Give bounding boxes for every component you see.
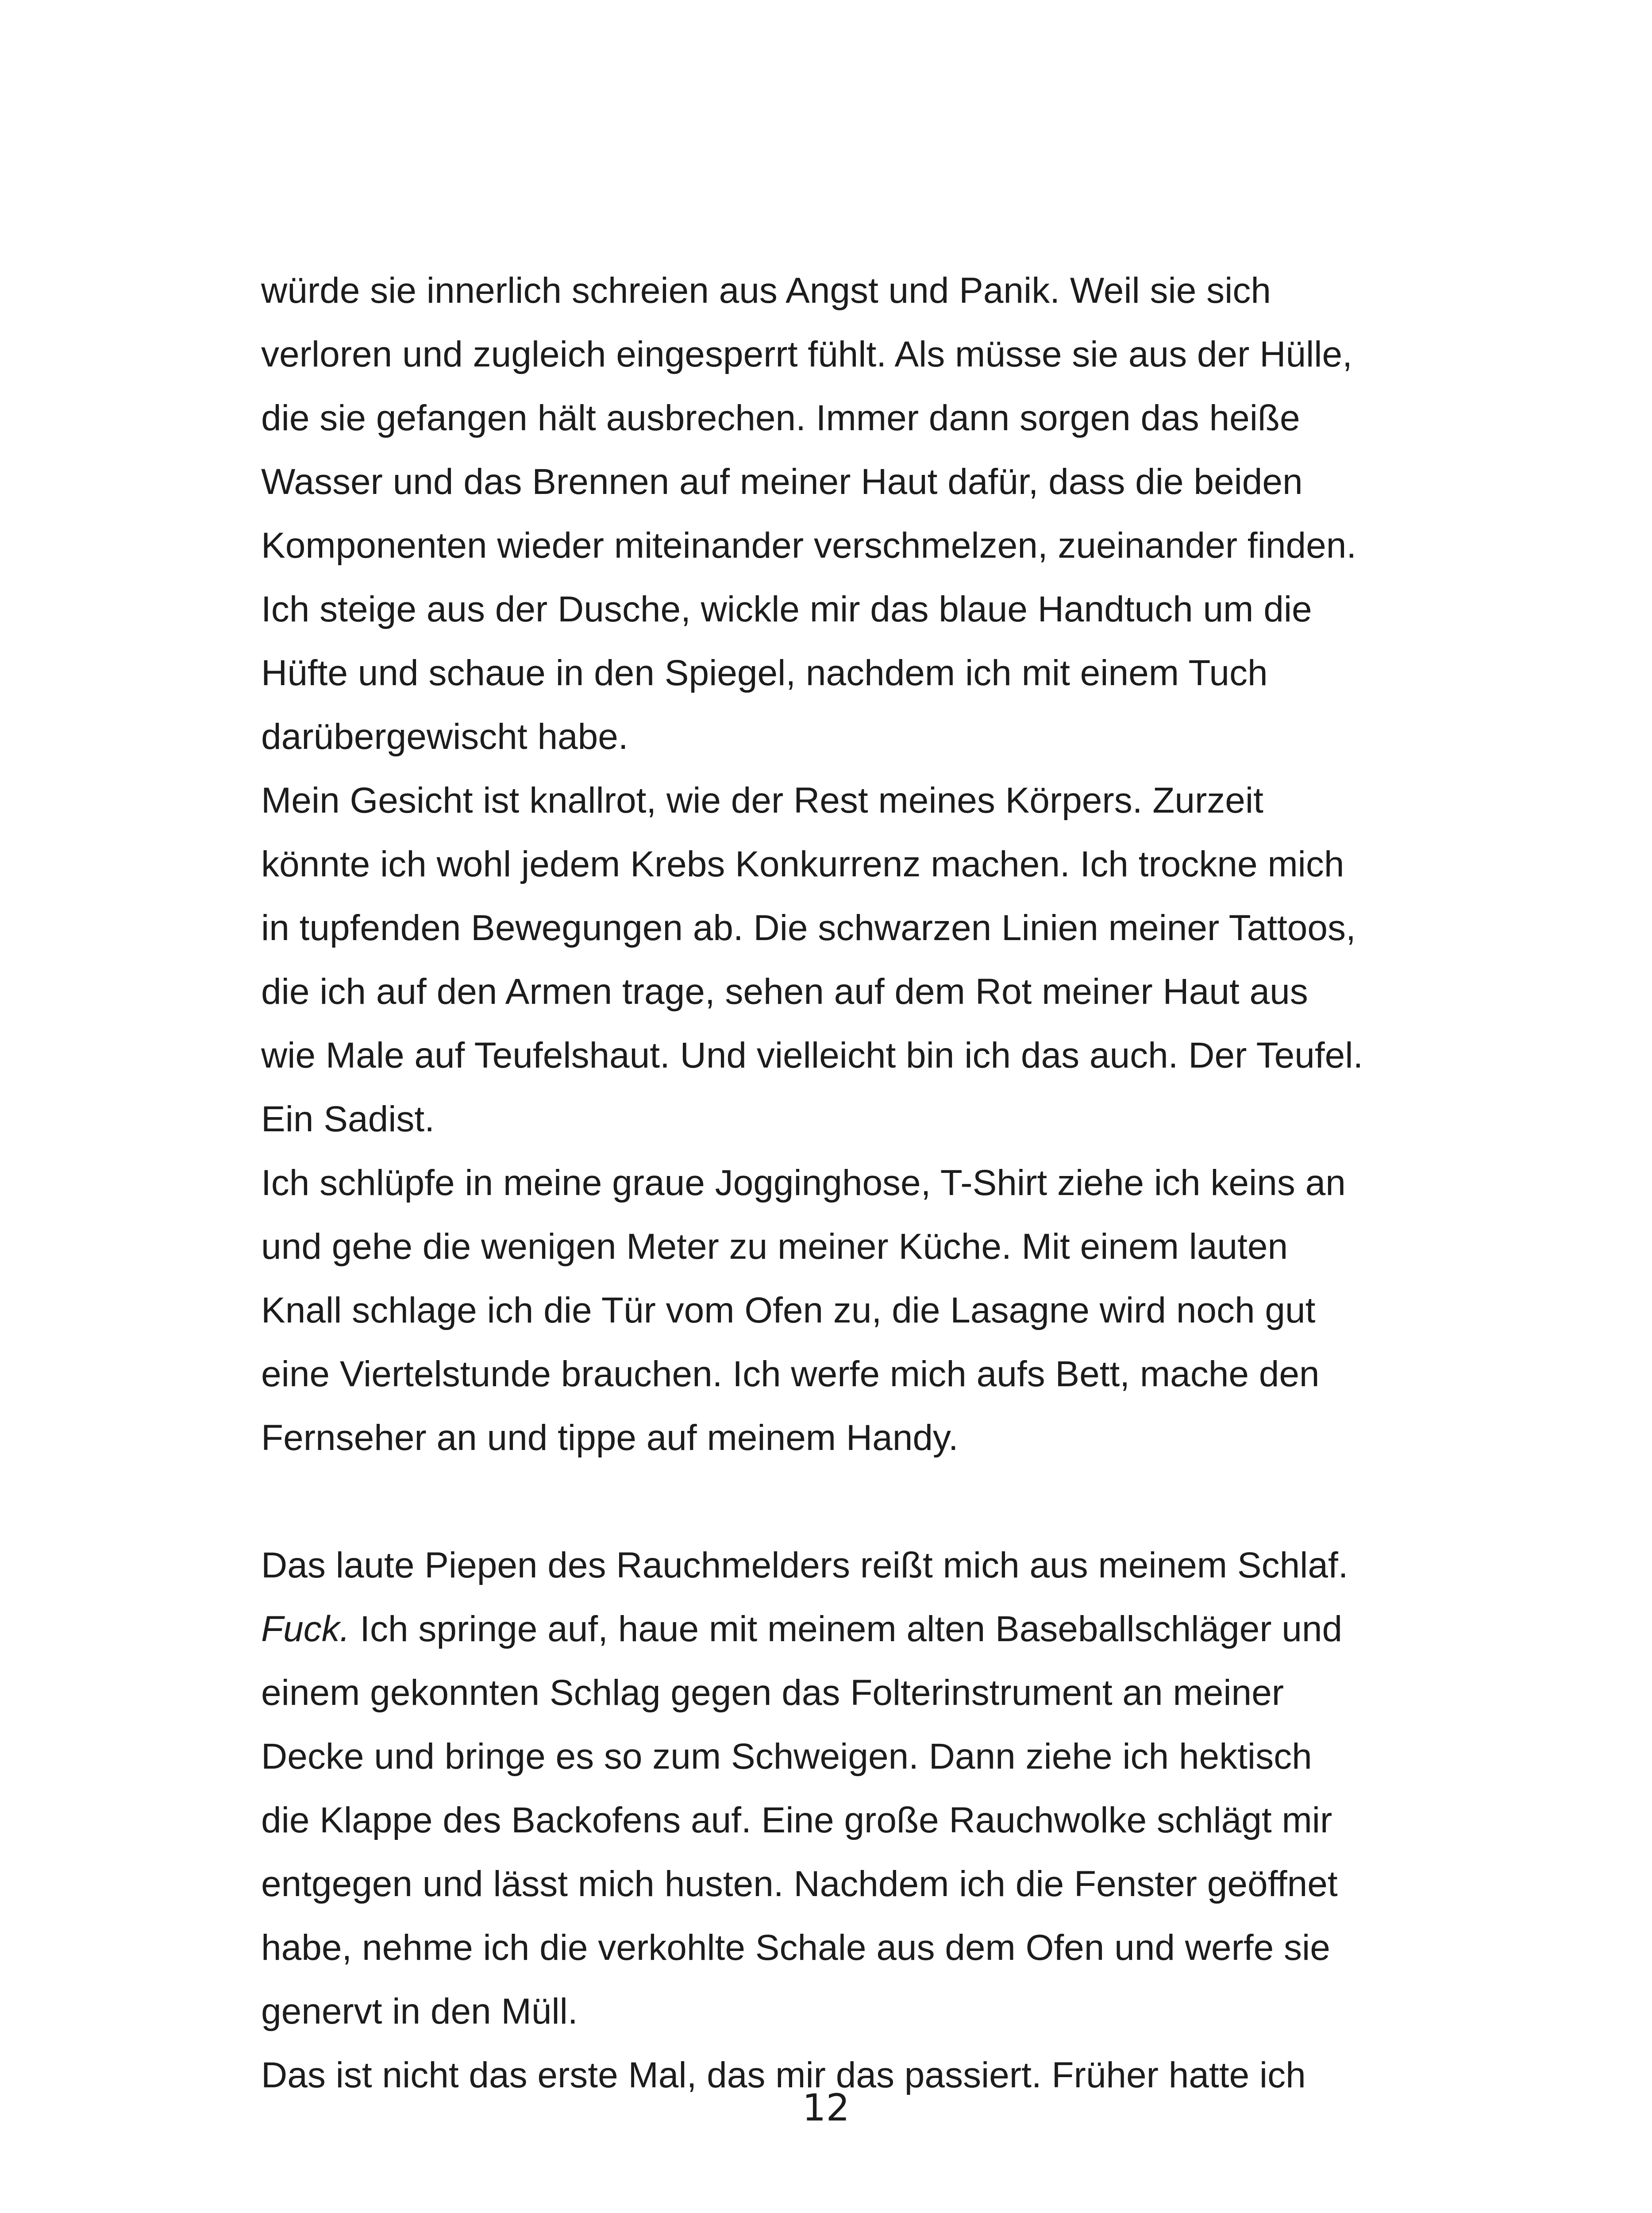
text-line: genervt in den Müll.	[261, 1991, 578, 2032]
text-line: entgegen und lässt mich husten. Nachdem ich die Fenster geöffnet	[261, 1864, 1338, 1904]
paragraph	[261, 1151, 1412, 1470]
text-line: in tupfenden Bewegungen ab. Die schwarzen Linien meiner Tattoos,	[261, 908, 1356, 948]
text-line: die ich auf den Armen trage, sehen auf dem Rot meiner Haut aus	[261, 972, 1308, 1012]
text-line: wie Male auf Teufelshaut. Und vielleicht bin ich das auch. Der Teufel.	[261, 1035, 1363, 1076]
text-line: einem gekonnten Schlag gegen das Folterinstrument an meiner	[261, 1673, 1284, 1713]
text-line: Ich schlüpfe in meine graue Jogginghose, T-Shirt ziehe ich keins an	[261, 1163, 1346, 1203]
text-line: Fernseher an und tippe auf meinem Handy.	[261, 1418, 959, 1458]
text-line: Mein Gesicht ist knallrot, wie der Rest meines Körpers. Zurzeit	[261, 780, 1263, 821]
text-line: die Klappe des Backofens auf. Eine große Rauchwolke schlägt mir	[261, 1800, 1332, 1840]
text-line: die sie gefangen hält ausbrechen. Immer dann sorgen das heiße	[261, 398, 1300, 438]
text-line: und gehe die wenigen Meter zu meiner Küche. Mit einem lauten	[261, 1226, 1288, 1267]
text-line: verloren und zugleich eingesperrt fühlt. Als müsse sie aus der Hülle,	[261, 334, 1352, 374]
text-line: Wasser und das Brennen auf meiner Haut dafür, dass die beiden	[261, 462, 1303, 502]
paragraph	[261, 259, 1412, 769]
text-line: darübergewischt habe.	[261, 717, 628, 757]
italic-word: Fuck.	[261, 1609, 350, 1649]
text-line: habe, nehme ich die verkohlte Schale aus dem Ofen und werfe sie	[261, 1928, 1330, 1968]
text-line	[261, 1597, 1412, 1661]
text-run: Ich springe auf, haue mit meinem alten Baseballschläger und	[350, 1609, 1343, 1649]
paragraph	[261, 769, 1412, 1151]
paragraph	[261, 1534, 1412, 2043]
text-line: Das laute Piepen des Rauchmelders reißt mich aus meinem Schlaf.	[261, 1545, 1348, 1585]
text-line: Ein Sadist.	[261, 1099, 435, 1139]
text-line: Ich steige aus der Dusche, wickle mir das blaue Handtuch um die	[261, 589, 1312, 629]
text-line: Hüfte und schaue in den Spiegel, nachdem ich mit einem Tuch	[261, 653, 1268, 693]
text-line: Knall schlage ich die Tür vom Ofen zu, die Lasagne wird noch gut	[261, 1290, 1316, 1330]
text-line: Das ist nicht das erste Mal, das mir das passiert. Früher hatte ich	[261, 2055, 1306, 2095]
body-text	[261, 259, 1412, 2107]
text-line: könnte ich wohl jedem Krebs Konkurrenz machen. Ich trockne mich	[261, 844, 1344, 884]
page-number: 12	[802, 2086, 850, 2129]
text-line: eine Viertelstunde brauchen. Ich werfe mich aufs Bett, mache den	[261, 1354, 1320, 1394]
text-line: Komponenten wieder miteinander verschmelzen, zueinander finden.	[261, 525, 1357, 566]
text-line: würde sie innerlich schreien aus Angst und Panik. Weil sie sich	[261, 270, 1271, 311]
text-line: Decke und bringe es so zum Schweigen. Dann ziehe ich hektisch	[261, 1736, 1312, 1777]
section-break	[261, 1470, 1412, 1534]
